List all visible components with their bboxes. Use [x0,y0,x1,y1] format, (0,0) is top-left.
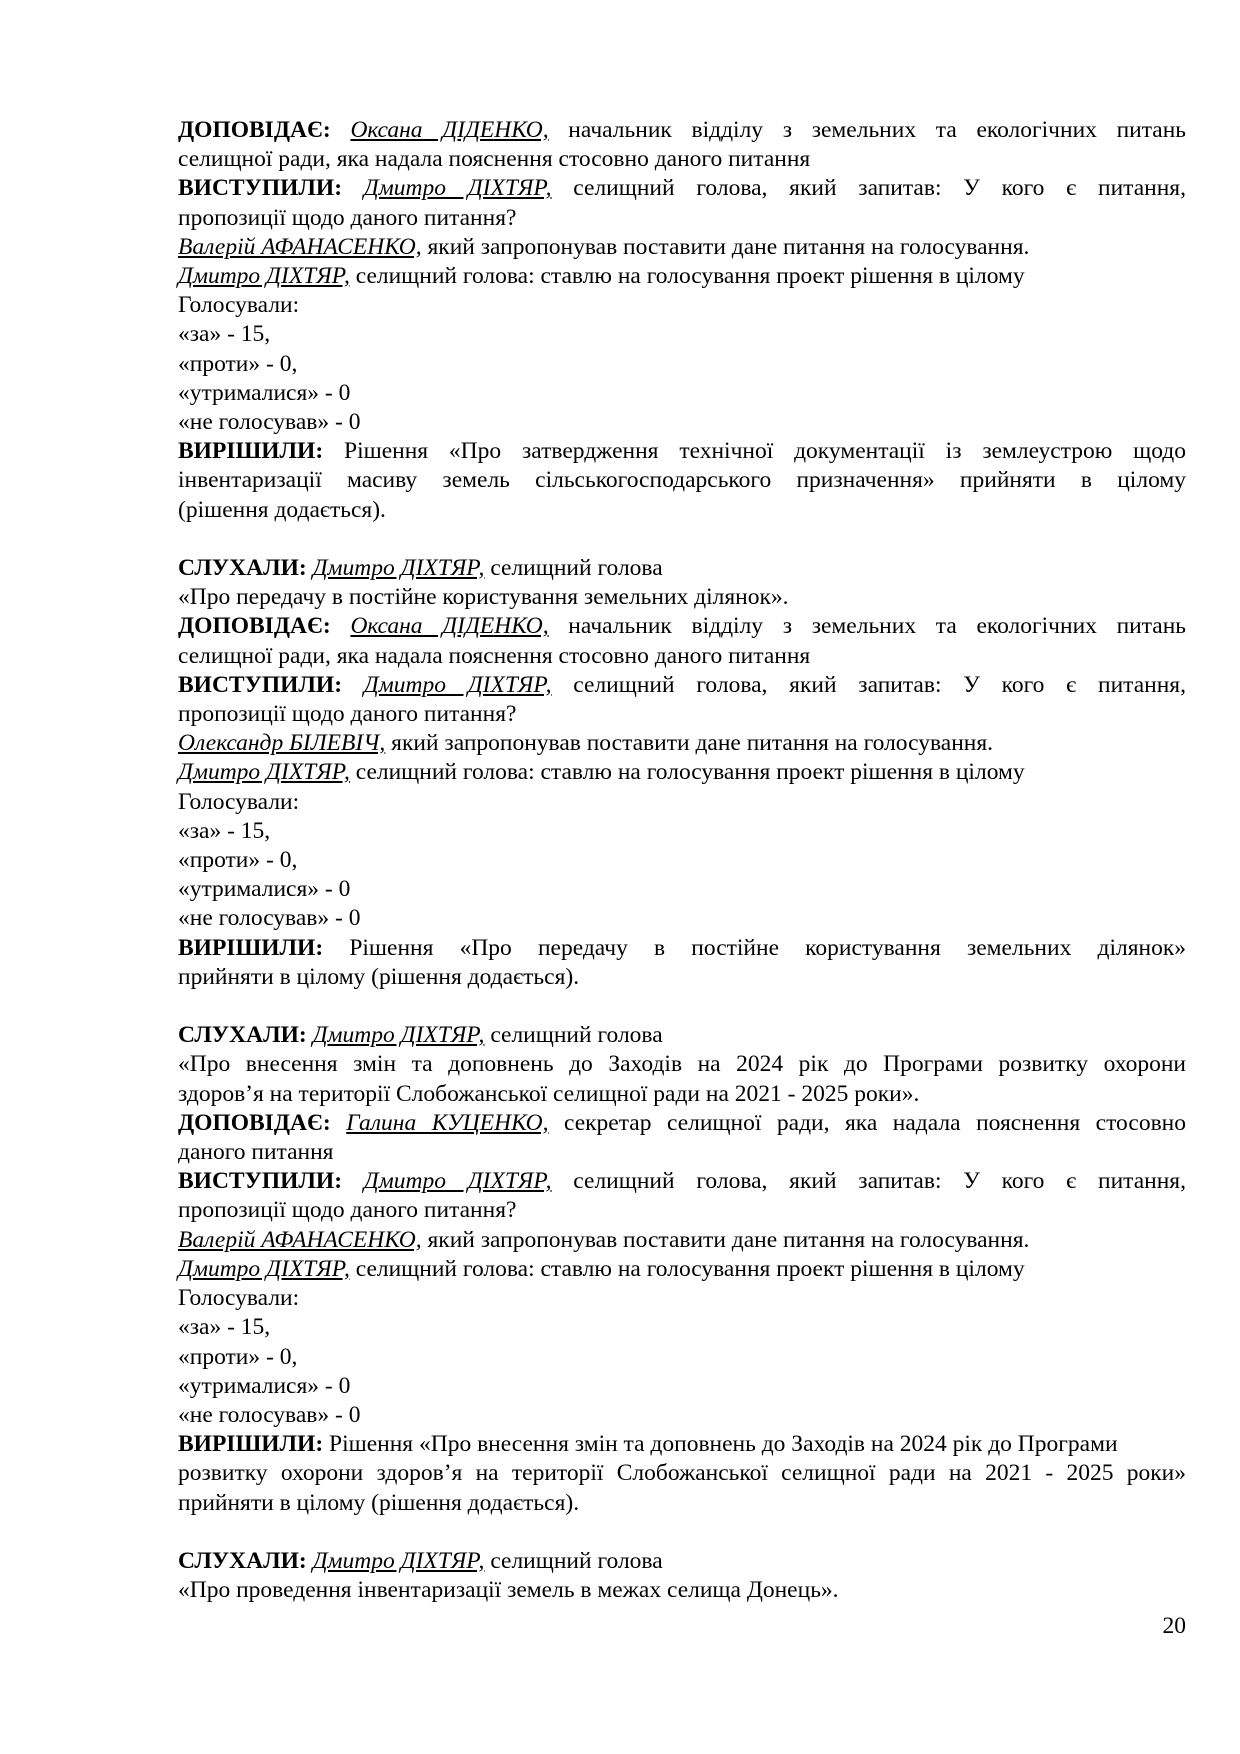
decision-line-cont: прийняти в цілому (рішення додається). [178,963,580,990]
proposal-line [178,233,1186,262]
protocol-text [178,116,1186,1605]
vote-call-line [178,1255,1186,1284]
proposer-name: Валерій АФАНАСЕНКО, [178,233,422,260]
page-number: 20 [1162,1613,1186,1639]
vote-against: «проти» - 0, [178,350,298,377]
reports-label: ДОПОВІДАЄ: [178,117,331,143]
speaker-name: Дмитро ДІХТЯР, [363,175,552,202]
spoke-line [178,1167,1186,1196]
spoke-line-cont: пропозиції щодо даного питання? [178,701,517,728]
decision-line [178,1430,1186,1459]
decision-label: ВИРІШИЛИ: [178,1431,324,1458]
decision-text: Рішення «Про затвердження технічної документації із землеустрою щодо [323,438,1186,465]
vote-against: «проти» - 0, [178,847,298,874]
speaker-name: Дмитро ДІХТЯР, [363,671,552,698]
reports-line [178,1109,1186,1138]
proposal-text: який запропонував поставити дане питання на голосування. [385,730,994,757]
reports-text: начальник відділу з земельних та екологічних питань [548,613,1187,640]
reports-line-cont: даного питання [178,1139,334,1166]
reports-line-cont: селищної ради, яка надала пояснення стосовно даного питання [178,146,811,173]
proposer-name: Валерій АФАНАСЕНКО, [178,1226,422,1253]
decision-label: ВИРІШИЛИ: [178,438,324,465]
heard-line [178,554,1186,583]
reports-line-cont: селищної ради, яка надала пояснення стосовно даного питання [178,642,811,669]
speaker-name: Оксана ДІДЕНКО, [350,613,549,640]
speaker-name: Дмитро ДІХТЯР, [312,555,485,582]
vote-for: «за» - 15, [178,1314,271,1341]
heard-line [178,1021,1186,1050]
speaker-name: Дмитро ДІХТЯР, [363,1168,552,1195]
vote-call-text: селищний голова: ставлю на голосування проект рішення в цілому [349,1255,1025,1282]
reports-label: ДОПОВІДАЄ: [178,1109,331,1136]
section-gap [178,1518,1186,1547]
spoke-line-cont: пропозиції щодо даного питання? [178,204,517,231]
heard-line [178,1547,1186,1576]
vote-against: «проти» - 0, [178,1343,298,1370]
reports-label: ДОПОВІДАЄ: [178,613,331,640]
vote-not-voted: «не голосував» - 0 [178,1401,361,1428]
votes-heading: Голосували: [178,788,300,815]
vote-abstained: «утрималися» - 0 [178,1372,351,1399]
vote-abstained: «утрималися» - 0 [178,379,351,406]
decision-line [178,934,1186,963]
proposer-name: Олександр БІЛЕВІЧ, [178,730,386,757]
spoke-label: ВИСТУПИЛИ: [178,671,343,698]
speaker-name: Дмитро ДІХТЯР, [178,263,350,290]
heard-text: селищний голова [484,555,663,582]
decision-line-cont: (рішення додається). [178,496,386,523]
heard-label: СЛУХАЛИ: [178,555,307,582]
speaker-name: Галина КУЦЕНКО, [346,1109,549,1136]
decision-line [178,437,1186,466]
spoke-text: селищний голова, який запитав: У кого є питання, [551,1168,1186,1195]
speaker-name: Дмитро ДІХТЯР, [312,1022,485,1049]
topic-line-cont: здоров’я на території Слобожанської селищної ради на 2021 - 2025 роки». [178,1080,920,1107]
vote-not-voted: «не голосував» - 0 [178,905,361,932]
spoke-text: селищний голова, який запитав: У кого є питання, [551,175,1186,202]
spoke-line-cont: пропозиції щодо даного питання? [178,1197,517,1224]
topic-line: «Про внесення змін та доповнень до Заходів на 2024 рік до Програми розвитку охорони [178,1051,1186,1078]
proposal-line [178,729,1186,758]
decision-text: Рішення «Про передачу в постійне користування земельних ділянок» [323,934,1186,961]
vote-call-text: селищний голова: ставлю на голосування проект рішення в цілому [349,263,1025,290]
spoke-label: ВИСТУПИЛИ: [178,175,343,202]
heard-text: селищний голова [484,1022,663,1049]
votes-heading: Голосували: [178,1285,300,1312]
heard-text: селищний голова [484,1547,663,1574]
vote-call-line [178,262,1186,291]
section-gap [178,992,1186,1021]
speaker-name: Дмитро ДІХТЯР, [178,1255,350,1282]
decision-line-cont: інвентаризації масиву земель сільськогосподарського призначення» прийняти в цілому [178,467,1186,494]
decision-text: Рішення «Про внесення змін та доповнень до Заходів на 2024 рік до Програми [323,1431,1118,1458]
vote-for: «за» - 15, [178,321,271,348]
proposal-text: який запропонував поставити дане питання на голосування. [421,1226,1030,1253]
votes-heading: Голосували: [178,292,300,319]
vote-abstained: «утрималися» - 0 [178,876,351,903]
decision-label: ВИРІШИЛИ: [178,934,324,961]
vote-not-voted: «не голосував» - 0 [178,409,361,436]
speaker-name: Дмитро ДІХТЯР, [178,759,350,786]
spoke-line [178,174,1186,203]
reports-line [178,116,1186,145]
section-gap [178,525,1186,554]
spoke-label: ВИСТУПИЛИ: [178,1168,343,1195]
decision-line-cont: розвитку охорони здоров’я на території Слобожанської селищної ради на 2021 - 2025 роки» [178,1460,1186,1487]
reports-text: начальник відділу з земельних та екологічних питань [548,117,1187,143]
vote-call-text: селищний голова: ставлю на голосування проект рішення в цілому [349,759,1025,786]
reports-text: секретар селищної ради, яка надала пояснення стосовно [548,1109,1186,1136]
reports-line [178,612,1186,641]
spoke-line [178,671,1186,700]
decision-line-cont: прийняти в цілому (рішення додається). [178,1489,580,1516]
speaker-name: Оксана ДІДЕНКО, [350,117,549,143]
vote-for: «за» - 15, [178,817,271,844]
spoke-text: селищний голова, який запитав: У кого є питання, [551,671,1186,698]
heard-label: СЛУХАЛИ: [178,1022,307,1049]
vote-call-line [178,758,1186,787]
topic-line: «Про проведення інвентаризації земель в межах селища Донець». [178,1577,839,1604]
proposal-line [178,1226,1186,1255]
heard-label: СЛУХАЛИ: [178,1547,307,1574]
topic-line: «Про передачу в постійне користування земельних ділянок». [178,584,789,611]
speaker-name: Дмитро ДІХТЯР, [312,1547,485,1574]
proposal-text: який запропонував поставити дане питання на голосування. [421,233,1030,260]
